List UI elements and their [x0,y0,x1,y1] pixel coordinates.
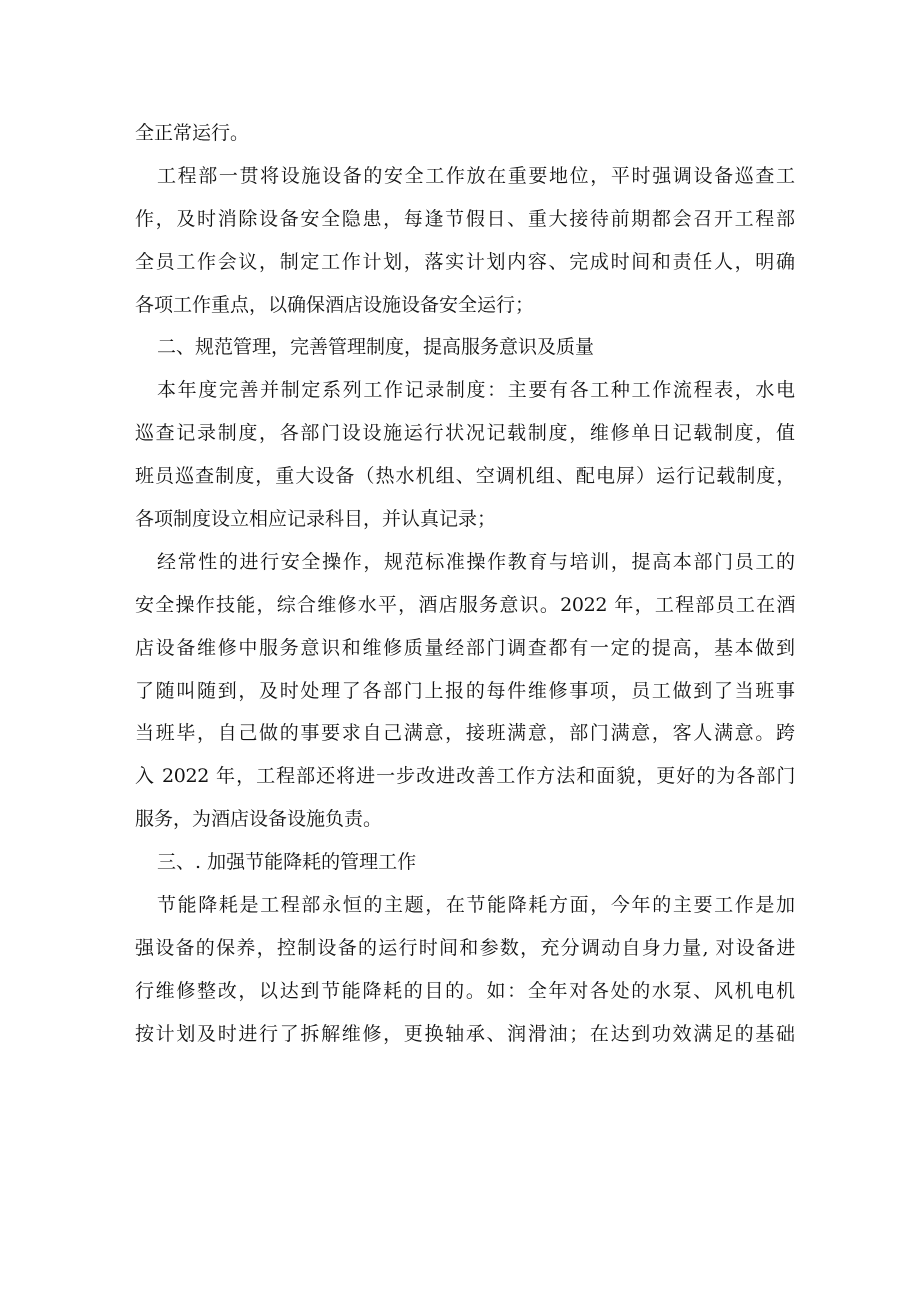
text-line: 作，及时消除设备安全隐患，每逢节假日、重大接待前期都会召开工程部 [135,207,795,230]
text-line: 二、规范管理，完善管理制度，提高服务意识及质量 [157,336,595,359]
text-line: 当班毕，自己做的事要求自己满意，接班满意，部门满意，客人满意。跨 [135,722,795,745]
text-line: 行维修整改，以达到节能降耗的目的。如：全年对各处的水泵、风机电机 [135,979,795,1002]
text-line: 各项制度设立相应记录科目，并认真记录； [135,508,497,531]
text-line: 全正常运行。 [135,122,250,144]
text-line: 工程部一贯将设施设备的安全工作放在重要地位，平时强调设备巡查工 [157,164,795,187]
text-line: 三、. 加强节能降耗的管理工作 [157,851,417,874]
text-line: 安全操作技能，综合维修水平，酒店服务意识。2022 年，工程部员工在酒 [135,593,795,616]
text-line: 入 2022 年，工程部还将进一步改进改善工作方法和面貌，更好的为各部门 [135,765,795,788]
text-line: 了随叫随到，及时处理了各部门上报的每件维修事项，员工做到了当班事 [135,679,795,702]
text-line: 巡查记录制度，各部门设设施运行状况记载制度，维修单日记载制度，值 [135,422,795,445]
document-body [135,112,795,1056]
text-line: 本年度完善并制定系列工作记录制度：主要有各工种工作流程表，水电 [157,379,795,402]
text-line: 强设备的保养，控制设备的运行时间和参数，充分调动自身力量, 对设备进 [135,936,795,959]
text-line: 节能降耗是工程部永恒的主题，在节能降耗方面，今年的主要工作是加 [157,894,795,917]
text-line: 服务，为酒店设备设施负责。 [135,808,383,831]
text-line: 全员工作会议，制定工作计划，落实计划内容、完成时间和责任人，明确 [135,250,795,273]
text-line: 经常性的进行安全操作，规范标准操作教育与培训，提高本部门员工的 [157,550,795,573]
text-line: 班员巡查制度，重大设备（热水机组、空调机组、配电屏）运行记载制度， [135,465,795,488]
text-line: 店设备维修中服务意识和维修质量经部门调查都有一定的提高，基本做到 [135,636,795,659]
text-line: 按计划及时进行了拆解维修，更换轴承、润滑油；在达到功效满足的基础 [135,1022,795,1045]
text-line: 各项工作重点，以确保酒店设施设备安全运行； [135,293,535,316]
